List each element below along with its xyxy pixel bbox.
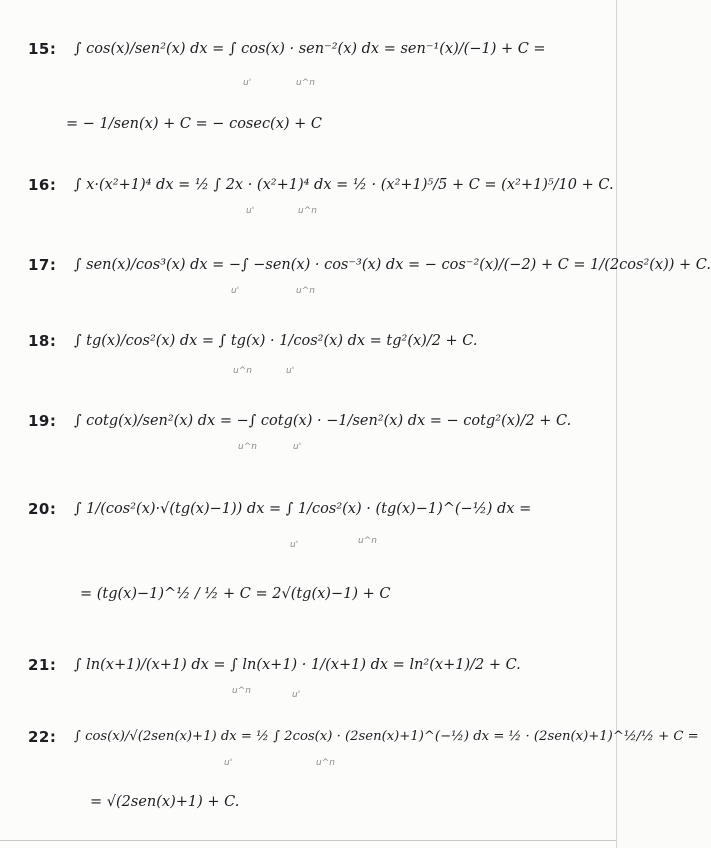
annotation-u-prime: u' bbox=[231, 286, 240, 296]
problem-number: 17: bbox=[28, 256, 57, 274]
annotation-u-prime: u' bbox=[293, 442, 302, 452]
problem-continuation: = √(2sen(x)+1) + C. bbox=[90, 794, 240, 810]
annotation-u-power: u^n bbox=[232, 686, 251, 696]
annotation-u-prime: u' bbox=[243, 78, 252, 88]
annotation-u-prime: u' bbox=[246, 206, 255, 216]
annotation-u-prime: u' bbox=[292, 690, 301, 700]
annotation-u-power: u^n bbox=[298, 206, 317, 216]
problem-continuation: = − 1/sen(x) + C = − cosec(x) + C bbox=[66, 116, 323, 132]
problem-expression: ∫ cos(x)/√(2sen(x)+1) dx = ½ ∫ 2cos(x) · (2sen(x)+1)^(−½) dx = ½ · (2sen(x)+1)^½/½ + C = bbox=[74, 729, 699, 744]
annotation-u-power: u^n bbox=[233, 366, 252, 376]
problem-expression: ∫ ln(x+1)/(x+1) dx = ∫ ln(x+1) · 1/(x+1) dx = ln²(x+1)/2 + C. bbox=[74, 657, 521, 673]
annotation-u-prime: u' bbox=[286, 366, 295, 376]
annotation-u-power: u^n bbox=[238, 442, 257, 452]
page-bottom-edge bbox=[0, 840, 616, 841]
problem-expression: ∫ cos(x)/sen²(x) dx = ∫ cos(x) · sen⁻²(x) dx = sen⁻¹(x)/(−1) + C = bbox=[74, 41, 546, 57]
annotation-u-power: u^n bbox=[296, 286, 315, 296]
problem-number: 15: bbox=[28, 40, 57, 58]
annotation-u-power: u^n bbox=[358, 536, 377, 546]
problem-number: 22: bbox=[28, 728, 57, 746]
problem-number: 16: bbox=[28, 176, 57, 194]
annotation-u-prime: u' bbox=[224, 758, 233, 768]
annotation-u-power: u^n bbox=[316, 758, 335, 768]
problem-number: 20: bbox=[28, 500, 57, 518]
problem-expression: ∫ 1/(cos²(x)·√(tg(x)−1)) dx = ∫ 1/cos²(x) · (tg(x)−1)^(−½) dx = bbox=[74, 501, 532, 517]
annotation-u-prime: u' bbox=[290, 540, 299, 550]
annotation-u-power: u^n bbox=[296, 78, 315, 88]
problem-expression: ∫ tg(x)/cos²(x) dx = ∫ tg(x) · 1/cos²(x) dx = tg²(x)/2 + C. bbox=[74, 333, 478, 349]
problem-number: 19: bbox=[28, 412, 57, 430]
problem-number: 21: bbox=[28, 656, 57, 674]
problem-continuation: = (tg(x)−1)^½ / ½ + C = 2√(tg(x)−1) + C bbox=[80, 586, 391, 602]
problem-expression: ∫ x·(x²+1)⁴ dx = ½ ∫ 2x · (x²+1)⁴ dx = ½ · (x²+1)⁵/5 + C = (x²+1)⁵/10 + C. bbox=[74, 177, 614, 193]
problem-expression: ∫ sen(x)/cos³(x) dx = −∫ −sen(x) · cos⁻³(x) dx = − cos⁻²(x)/(−2) + C = 1/(2cos²(x)) + C. bbox=[74, 257, 711, 273]
problem-number: 18: bbox=[28, 332, 57, 350]
problem-expression: ∫ cotg(x)/sen²(x) dx = −∫ cotg(x) · −1/sen²(x) dx = − cotg²(x)/2 + C. bbox=[74, 413, 572, 429]
